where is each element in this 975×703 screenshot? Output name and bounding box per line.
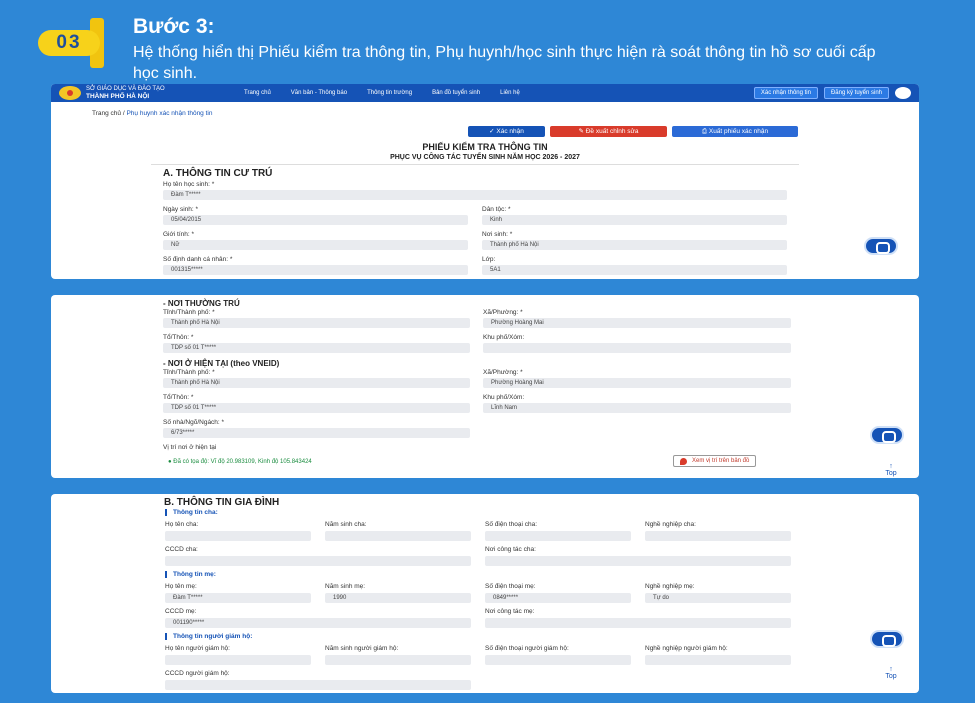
screenshot-card-residence xyxy=(51,84,919,279)
father-phone-label: Số điện thoại cha: xyxy=(485,521,538,528)
gender-field[interactable]: Nữ xyxy=(163,240,468,250)
current-address-title: - NƠI Ở HIỆN TẠI (theo VNEID) xyxy=(163,359,280,368)
mother-phone-label: Số điện thoại mẹ: xyxy=(485,583,536,590)
cur-block-label: Khu phố/Xóm: xyxy=(483,394,525,401)
guardian-id-field[interactable] xyxy=(165,680,471,690)
export-form-button[interactable]: ⎙ Xuất phiếu xác nhận xyxy=(672,126,798,137)
propose-edit-button[interactable]: ✎ Đề xuất chỉnh sửa xyxy=(550,126,667,137)
guardian-name-label: Họ tên người giám hộ: xyxy=(165,645,230,652)
dob-field[interactable]: 05/04/2015 xyxy=(163,215,468,225)
house-number-field[interactable]: 6/73***** xyxy=(163,428,470,438)
perm-ward-label: Xã/Phường: * xyxy=(483,309,523,316)
export-form-label: Xuất phiếu xác nhận xyxy=(708,128,769,135)
birthplace-field[interactable]: Thành phố Hà Nội xyxy=(482,240,787,250)
nav-map[interactable]: Bản đồ tuyển sinh xyxy=(432,90,481,96)
scroll-top-icon[interactable]: ↑ Top xyxy=(885,666,897,680)
father-info-title: Thông tin cha: xyxy=(165,509,218,516)
perm-block-field[interactable] xyxy=(483,343,791,353)
coordinate-text: Đã có tọa độ: Vĩ độ 20.983109, Kinh độ 105.843424 xyxy=(173,459,312,465)
guardian-name-field[interactable] xyxy=(165,655,311,665)
confirm-info-button[interactable]: Xác nhận thông tin xyxy=(754,87,818,99)
ethnic-label: Dân tộc: * xyxy=(482,206,511,213)
guardian-phone-field[interactable] xyxy=(485,655,631,665)
top-label: Top xyxy=(885,470,897,477)
permanent-address-title: - NƠI THƯỜNG TRÚ xyxy=(163,299,240,308)
ethnic-field[interactable]: Kinh xyxy=(482,215,787,225)
guardian-phone-label: Số điện thoại người giám hộ: xyxy=(485,645,569,652)
step-description: Hệ thống hiển thị Phiếu kiểm tra thông tin, Phụ huynh/học sinh thực hiện rà soát thông tin hồ sơ cuối cấp học sinh. xyxy=(133,44,876,82)
emblem-logo xyxy=(59,86,81,100)
user-avatar-icon[interactable] xyxy=(895,87,911,99)
step-number: 03 xyxy=(38,30,100,56)
student-name-label: Họ tên học sinh: * xyxy=(163,181,215,188)
gender-label: Giới tính: * xyxy=(163,231,194,238)
form-title: PHIẾU KIỂM TRA THÔNG TIN xyxy=(422,142,548,152)
cur-province-field[interactable]: Thành phố Hà Nội xyxy=(163,378,470,388)
chat-bot-icon[interactable] xyxy=(870,630,904,648)
section-b-title: B. THÔNG TIN GIA ĐÌNH xyxy=(164,497,280,508)
coordinate-status: ● Đã có tọa độ: Vĩ độ 20.983109, Kinh độ 105.843424 xyxy=(168,459,312,465)
screenshot-card-address xyxy=(51,295,919,478)
confirm-button-label: Xác nhận xyxy=(496,128,524,135)
father-phone-field[interactable] xyxy=(485,531,631,541)
father-job-field[interactable] xyxy=(645,531,791,541)
perm-group-field[interactable]: TDP số 01 T***** xyxy=(163,343,470,353)
perm-province-label: Tỉnh/Thành phố: * xyxy=(163,309,215,316)
cur-group-label: Tổ/Thôn: * xyxy=(163,394,194,401)
screenshot-card-family xyxy=(51,494,919,693)
guardian-info-title: Thông tin người giám hộ: xyxy=(165,633,252,640)
personal-id-field[interactable]: 001315***** xyxy=(163,265,468,275)
mother-id-label: CCCD mẹ: xyxy=(165,608,197,615)
perm-block-label: Khu phố/Xóm: xyxy=(483,334,525,341)
scroll-top-icon[interactable]: ↑ Top xyxy=(885,463,897,477)
father-name-label: Họ tên cha: xyxy=(165,521,199,528)
mother-name-label: Họ tên mẹ: xyxy=(165,583,197,590)
main-nav xyxy=(244,90,748,96)
form-subtitle: PHỤC VỤ CÔNG TÁC TUYỂN SINH NĂM HỌC 2026 - 2027 xyxy=(390,154,580,161)
guardian-job-label: Nghề nghiệp người giám hộ: xyxy=(645,645,728,652)
class-label: Lớp: xyxy=(482,256,496,263)
student-name-field[interactable]: Đàm T***** xyxy=(163,190,787,200)
nav-home[interactable]: Trang chủ xyxy=(244,90,271,96)
breadcrumb-current[interactable]: Phụ huynh xác nhận thông tin xyxy=(126,110,213,117)
father-work-field[interactable] xyxy=(485,556,791,566)
guardian-id-label: CCCD người giám hộ: xyxy=(165,670,230,677)
guardian-year-label: Năm sinh người giám hộ: xyxy=(325,645,399,652)
chat-bot-icon[interactable] xyxy=(870,426,904,444)
breadcrumb-separator: / xyxy=(121,110,127,117)
mother-id-field[interactable]: 001190***** xyxy=(165,618,471,628)
location-label: Vị trí nơi ở hiện tại xyxy=(163,444,217,451)
section-a-title: A. THÔNG TIN CƯ TRÚ xyxy=(163,168,273,179)
guardian-year-field[interactable] xyxy=(325,655,471,665)
guardian-job-field[interactable] xyxy=(645,655,791,665)
cur-ward-field[interactable]: Phường Hoàng Mai xyxy=(483,378,791,388)
mother-phone-field[interactable]: 0849***** xyxy=(485,593,631,603)
mother-year-field[interactable]: 1990 xyxy=(325,593,471,603)
step-title: Bước 3: xyxy=(133,15,215,38)
perm-ward-field[interactable]: Phường Hoàng Mai xyxy=(483,318,791,328)
propose-edit-label: Đề xuất chỉnh sửa xyxy=(585,128,639,135)
father-name-field[interactable] xyxy=(165,531,311,541)
birthplace-label: Nơi sinh: * xyxy=(482,231,513,238)
mother-name-field[interactable]: Đàm T***** xyxy=(165,593,311,603)
view-map-button[interactable]: Xem vị trí trên bản đồ xyxy=(673,455,756,467)
perm-group-label: Tổ/Thôn: * xyxy=(163,334,194,341)
father-id-field[interactable] xyxy=(165,556,471,566)
dob-label: Ngày sinh: * xyxy=(163,206,199,213)
father-work-label: Nơi công tác cha: xyxy=(485,546,536,553)
nav-schools[interactable]: Thông tin trường xyxy=(367,90,413,96)
class-field[interactable]: 5A1 xyxy=(482,265,787,275)
mother-work-field[interactable] xyxy=(485,618,791,628)
cur-ward-label: Xã/Phường: * xyxy=(483,369,523,376)
mother-info-title: Thông tin mẹ: xyxy=(165,571,216,578)
dept-name: SỞ GIÁO DỤC VÀ ĐÀO TẠO xyxy=(86,86,165,92)
father-year-label: Năm sinh cha: xyxy=(325,521,367,528)
father-id-label: CCCD cha: xyxy=(165,546,198,553)
cur-block-field[interactable]: Lĩnh Nam xyxy=(483,403,791,413)
divider xyxy=(151,164,799,165)
mother-job-label: Nghề nghiệp mẹ: xyxy=(645,583,695,590)
top-label: Top xyxy=(885,673,897,680)
father-job-label: Nghề nghiệp cha: xyxy=(645,521,696,528)
site-header xyxy=(51,84,919,102)
father-year-field[interactable] xyxy=(325,531,471,541)
register-button[interactable]: Đăng ký tuyển sinh xyxy=(824,87,889,99)
mother-work-label: Nơi công tác mẹ: xyxy=(485,608,535,615)
breadcrumb xyxy=(92,110,212,117)
cur-province-label: Tỉnh/Thành phố: * xyxy=(163,369,215,376)
nav-contact[interactable]: Liên hệ xyxy=(500,90,520,96)
step-badge xyxy=(38,18,106,68)
perm-province-field[interactable]: Thành phố Hà Nội xyxy=(163,318,470,328)
confirm-button[interactable]: ✓ Xác nhận xyxy=(468,126,545,137)
nav-documents[interactable]: Văn bản - Thông báo xyxy=(290,90,348,96)
step-heading xyxy=(133,15,903,84)
mother-year-label: Năm sinh mẹ: xyxy=(325,583,366,590)
mother-job-field[interactable]: Tự do xyxy=(645,593,791,603)
site-brand[interactable] xyxy=(86,86,234,100)
breadcrumb-home[interactable]: Trang chủ xyxy=(92,110,122,117)
cur-group-field[interactable]: TDP số 01 T***** xyxy=(163,403,470,413)
personal-id-label: Số định danh cá nhân: * xyxy=(163,256,233,263)
house-number-label: Số nhà/Ngõ/Ngách: * xyxy=(163,419,225,426)
chat-bot-icon[interactable] xyxy=(864,237,898,255)
city-name: THÀNH PHỐ HÀ NỘI xyxy=(86,93,150,100)
